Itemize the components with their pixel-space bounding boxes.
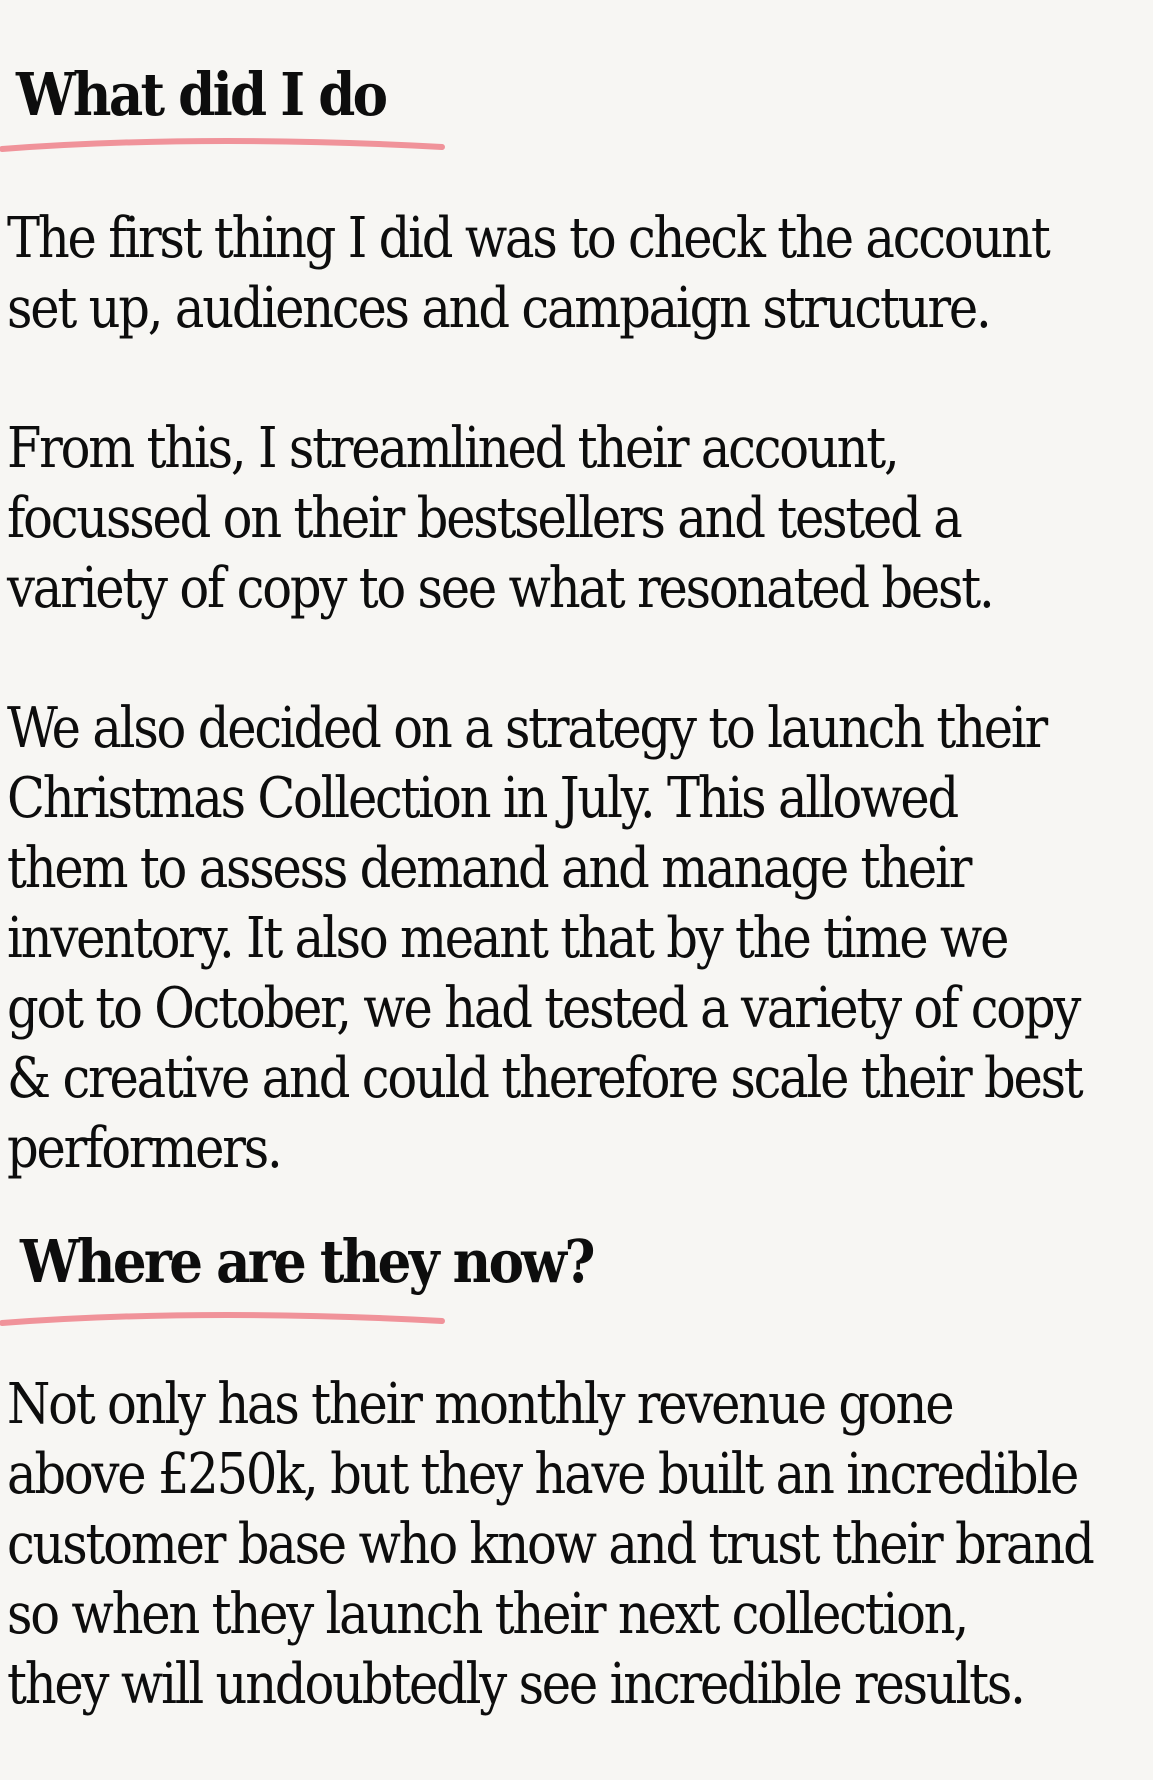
heading-underline [0, 132, 450, 156]
paragraph-line: From this, I streamlined their account, [7, 416, 898, 481]
paragraph-line: inventory. It also meant that by the time we [7, 906, 1008, 971]
paragraph-line: performers. [7, 1116, 281, 1181]
paragraph-christmas-strategy [7, 694, 1082, 1184]
paragraph-line: focussed on their bestsellers and tested a [7, 486, 961, 551]
paragraph-streamlined [7, 414, 993, 624]
paragraph-line: so when they launch their next collection, [7, 1582, 968, 1647]
paragraph-line: We also decided on a strategy to launch their [7, 696, 1047, 761]
paragraph-line: set up, audiences and campaign structure. [7, 276, 990, 341]
paragraph-line: customer base who know and trust their brand [7, 1512, 1093, 1577]
paragraph-line: & creative and could therefore scale their best [7, 1046, 1082, 1111]
paragraph-line: they will undoubtedly see incredible results. [7, 1652, 1024, 1717]
paragraph-line: The first thing I did was to check the account [7, 206, 1049, 271]
paragraph-line: Christmas Collection in July. This allowed [7, 766, 958, 831]
heading-underline [0, 1306, 450, 1330]
section-heading-where-are-they-now: Where are they now? [20, 1227, 593, 1296]
paragraph-results [7, 1370, 1093, 1720]
paragraph-line: above £250k, but they have built an incredible [7, 1442, 1078, 1507]
section-heading-what-did-i-do: What did I do [16, 60, 386, 129]
paragraph-line: got to October, we had tested a variety of copy [7, 976, 1080, 1041]
paragraph-line: Not only has their monthly revenue gone [7, 1372, 953, 1437]
paragraph-account-check [7, 204, 1049, 344]
paragraph-line: them to assess demand and manage their [7, 836, 971, 901]
paragraph-line: variety of copy to see what resonated best. [7, 556, 993, 621]
